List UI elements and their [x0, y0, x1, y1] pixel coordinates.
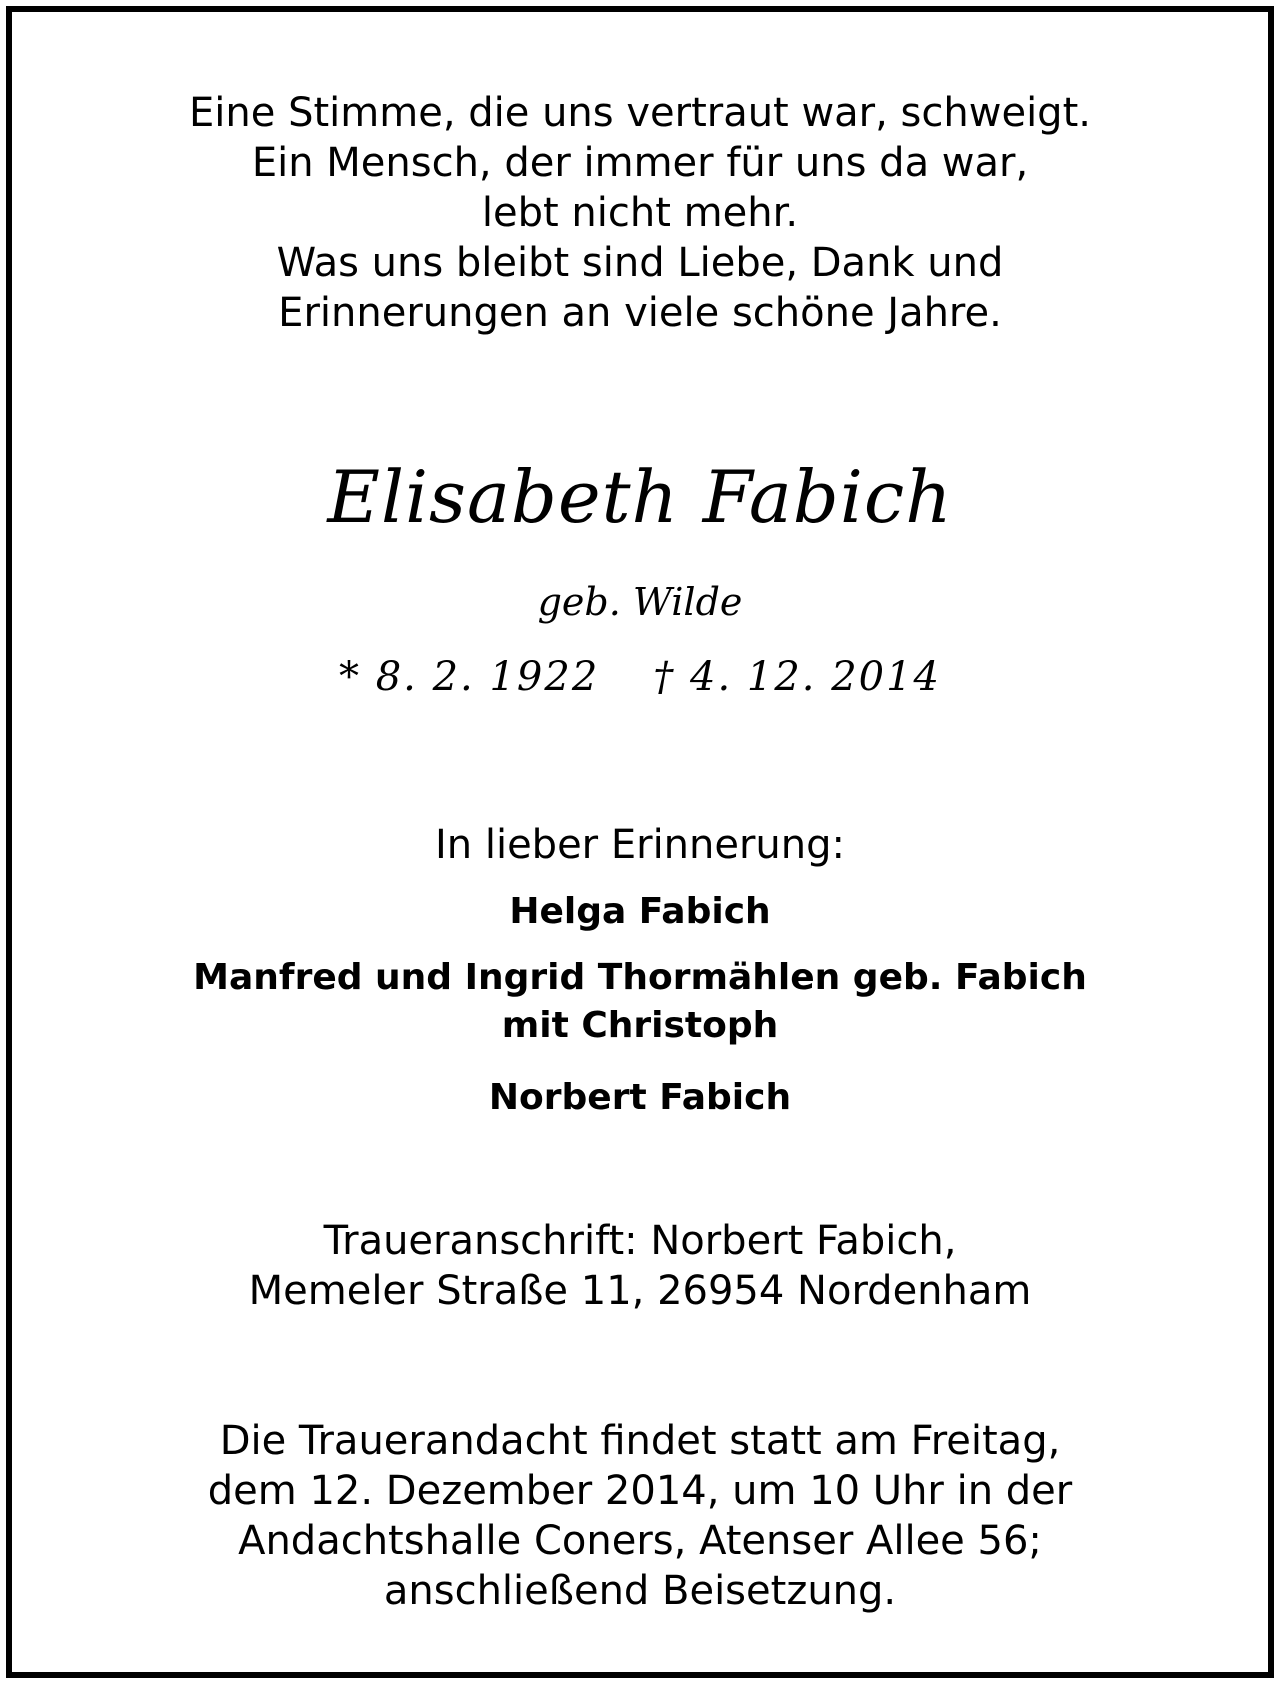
- obituary-frame: [6, 6, 1274, 1678]
- service-line: anschließend Beisetzung.: [383, 1568, 897, 1614]
- death-date: † 4. 12. 2014: [653, 654, 941, 700]
- address-line: Memeler Straße 11, 26954 Nordenham: [248, 1268, 1032, 1314]
- deceased-name: Elisabeth Fabich: [327, 455, 953, 539]
- memory-intro: In lieber Erinnerung:: [434, 822, 846, 868]
- mourner-line: mit Christoph: [501, 1005, 779, 1046]
- mourner-name: [12, 888, 1268, 936]
- poem-line: lebt nicht mehr.: [481, 190, 799, 236]
- poem: [12, 88, 1268, 338]
- life-dates: [12, 652, 1268, 702]
- poem-line: Was uns bleibt sind Liebe, Dank und: [276, 240, 1004, 286]
- address-line: Traueranschrift: Norbert Fabich,: [323, 1218, 957, 1264]
- mourning-address: [12, 1216, 1268, 1316]
- service-line: Andachtshalle Coners, Atenser Allee 56;: [238, 1518, 1042, 1564]
- mourner-name: [12, 954, 1268, 1050]
- poem-line: Ein Mensch, der immer für uns da war,: [251, 140, 1029, 186]
- mourner-line: Manfred und Ingrid Thormählen geb. Fabich: [193, 957, 1087, 998]
- poem-line: Erinnerungen an viele schöne Jahre.: [278, 290, 1002, 336]
- mourner-line: Helga Fabich: [509, 891, 771, 932]
- mourner-line: Norbert Fabich: [488, 1077, 792, 1118]
- poem-line: Eine Stimme, die uns vertraut war, schweigt.: [189, 90, 1091, 136]
- mourner-name: [12, 1074, 1268, 1122]
- service-info: [12, 1416, 1268, 1616]
- maiden-name: geb. Wilde: [537, 580, 743, 624]
- service-line: dem 12. Dezember 2014, um 10 Uhr in der: [207, 1468, 1073, 1514]
- birth-date: * 8. 2. 1922: [339, 654, 600, 700]
- service-line: Die Trauerandacht findet statt am Freitag,: [219, 1418, 1061, 1464]
